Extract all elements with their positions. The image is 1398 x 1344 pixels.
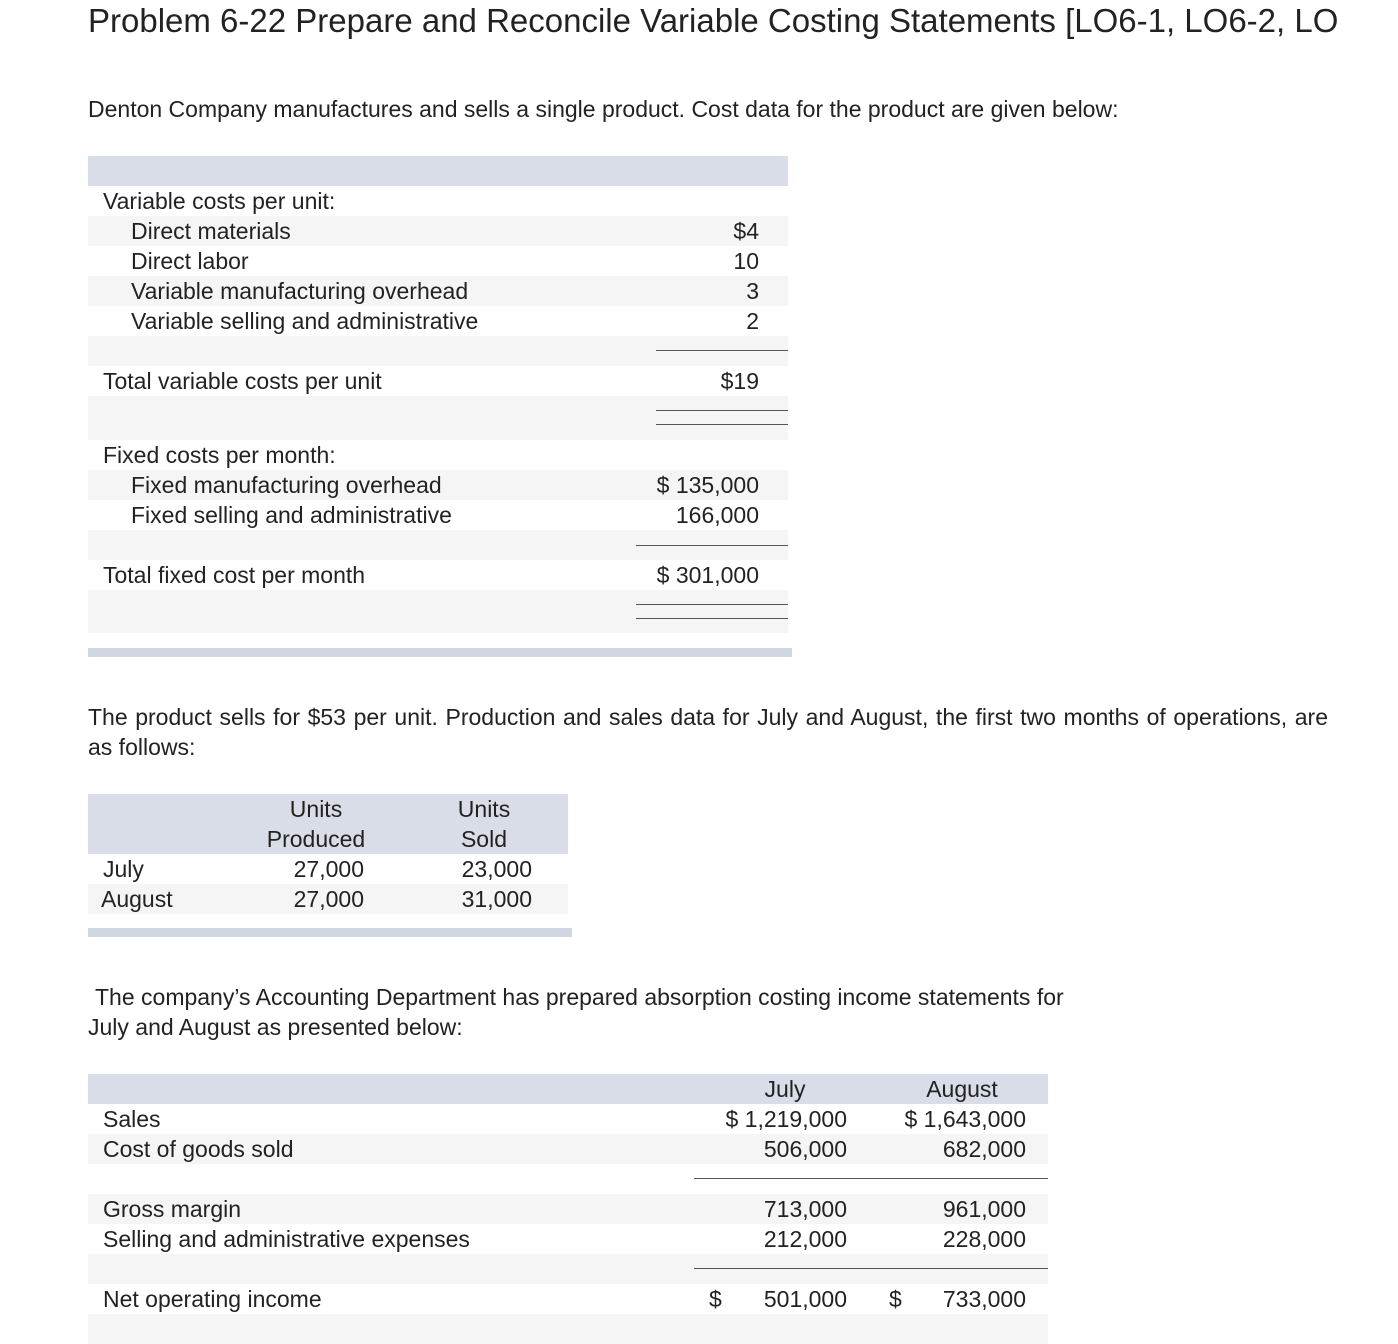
cost-value: 10 <box>733 248 759 274</box>
intro-text: Denton Company manufactures and sells a single product. Cost data for the product are given below: <box>88 96 1119 122</box>
column-july: July <box>764 1076 806 1102</box>
fixed-heading: Fixed costs per month: <box>103 442 336 468</box>
paragraph-3-line2: July and August as presented below: <box>88 1014 463 1040</box>
july-value: 713,000 <box>763 1196 847 1222</box>
august-dollar-sign: $ <box>889 1286 902 1312</box>
variable-total-value: $19 <box>720 368 759 394</box>
income-label: Sales <box>103 1106 161 1132</box>
july-value: $ 1,219,000 <box>725 1106 847 1132</box>
month-label: August <box>101 886 173 912</box>
fixed-total-value: $ 301,000 <box>656 562 759 588</box>
cost-label: Variable selling and administrative <box>131 308 479 334</box>
header-sold-2: Sold <box>460 826 508 852</box>
cost-label: Direct labor <box>131 248 249 274</box>
header-produced-2: Produced <box>266 826 366 852</box>
units-sold: 23,000 <box>461 856 532 882</box>
fixed-total-label: Total fixed cost per month <box>103 562 366 588</box>
header-produced-1: Units <box>289 796 343 822</box>
income-label: Selling and administrative expenses <box>103 1226 470 1252</box>
column-august: August <box>926 1076 998 1102</box>
income-label: Cost of goods sold <box>103 1136 294 1162</box>
august-value: 682,000 <box>942 1136 1026 1162</box>
income-label: Gross margin <box>103 1196 242 1222</box>
variable-heading: Variable costs per unit: <box>103 188 336 214</box>
august-value: 228,000 <box>942 1226 1026 1252</box>
july-value: 212,000 <box>763 1226 847 1252</box>
page-title: Problem 6-22 Prepare and Reconcile Variable Costing Statements [LO6-1, LO6-2, LO <box>88 2 1339 39</box>
cost-label: Direct materials <box>131 218 291 244</box>
units-produced: 27,000 <box>293 856 364 882</box>
july-value: 501,000 <box>763 1286 847 1312</box>
cost-label: Variable manufacturing overhead <box>131 278 469 304</box>
paragraph-3-line1: The company’s Accounting Department has prepared absorption costing income statements for <box>95 984 1064 1010</box>
month-label: July <box>103 856 144 882</box>
august-value: 961,000 <box>942 1196 1026 1222</box>
july-value: 506,000 <box>763 1136 847 1162</box>
july-dollar-sign: $ <box>709 1286 722 1312</box>
cost-value: 3 <box>746 278 759 304</box>
cost-label: Fixed manufacturing overhead <box>131 472 442 498</box>
units-sold: 31,000 <box>461 886 532 912</box>
august-value: 733,000 <box>942 1286 1026 1312</box>
cost-value: $ 135,000 <box>656 472 759 498</box>
header-sold-1: Units <box>457 796 511 822</box>
cost-label: Fixed selling and administrative <box>131 502 452 528</box>
units-produced: 27,000 <box>293 886 364 912</box>
august-value: $ 1,643,000 <box>904 1106 1026 1132</box>
paragraph-2: The product sells for $53 per unit. Production and sales data for July and August, the first two months of operations, are as follows: <box>88 704 1328 760</box>
cost-value: $4 <box>733 218 759 244</box>
cost-value: 166,000 <box>675 502 759 528</box>
variable-total-label: Total variable costs per unit <box>103 368 382 394</box>
cost-value: 2 <box>746 308 759 334</box>
income-label: Net operating income <box>103 1286 322 1312</box>
